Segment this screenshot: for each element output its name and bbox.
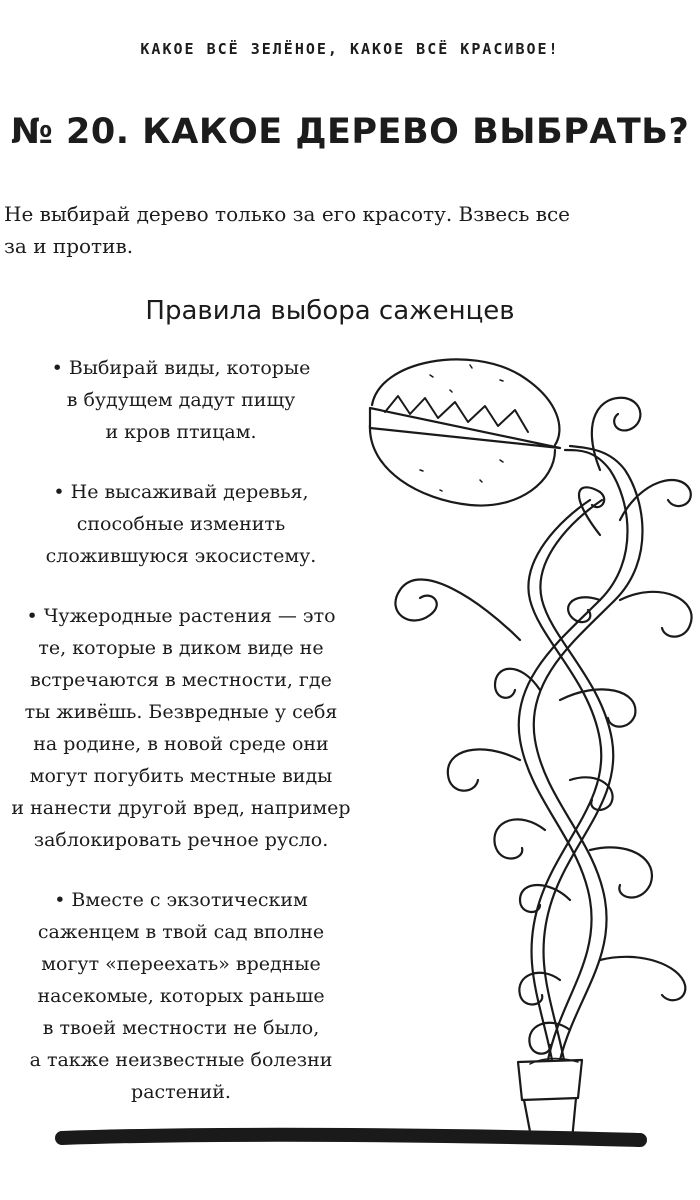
section-heading: Правила выбора саженцев bbox=[145, 296, 515, 326]
rule-item: • Вместе с экзотическим саженцем в твой сад вполне могут «переехать» вредные насекомые, которых раньше в твоей местности не было, а также неизвестные болезни растений. bbox=[29, 889, 333, 1103]
carnivorous-plant-illustration bbox=[0, 340, 700, 1160]
article-title: № 20. КАКОЕ ДЕРЕВО ВЫБРАТЬ? bbox=[10, 112, 690, 152]
plant-stem bbox=[519, 446, 643, 1060]
ground-line bbox=[62, 1135, 640, 1140]
intro-paragraph: Не выбирай дерево только за его красоту. Взвесь все за и против. bbox=[4, 202, 571, 258]
running-header: КАКОЕ ВСЁ ЗЕЛЁНОЕ, КАКОЕ ВСЁ КРАСИВОЕ! bbox=[140, 40, 560, 58]
rule-item: • Не высаживай деревья, способные изменить сложившуюся экосистему. bbox=[45, 481, 317, 567]
flower-pot bbox=[518, 1059, 582, 1143]
rule-item: • Чужеродные растения — это те, которые в диком виде не встречаются в местности, где ты живёшь. Безвредные у себя на родине, в новой среде они могут погубить местные виды и нанести другой вред, например заблокировать речное русло. bbox=[11, 605, 351, 851]
trap-head bbox=[370, 359, 560, 505]
rule-item: • Выбирай виды, которые в будущем дадут пищу и кров птицам. bbox=[51, 357, 311, 443]
